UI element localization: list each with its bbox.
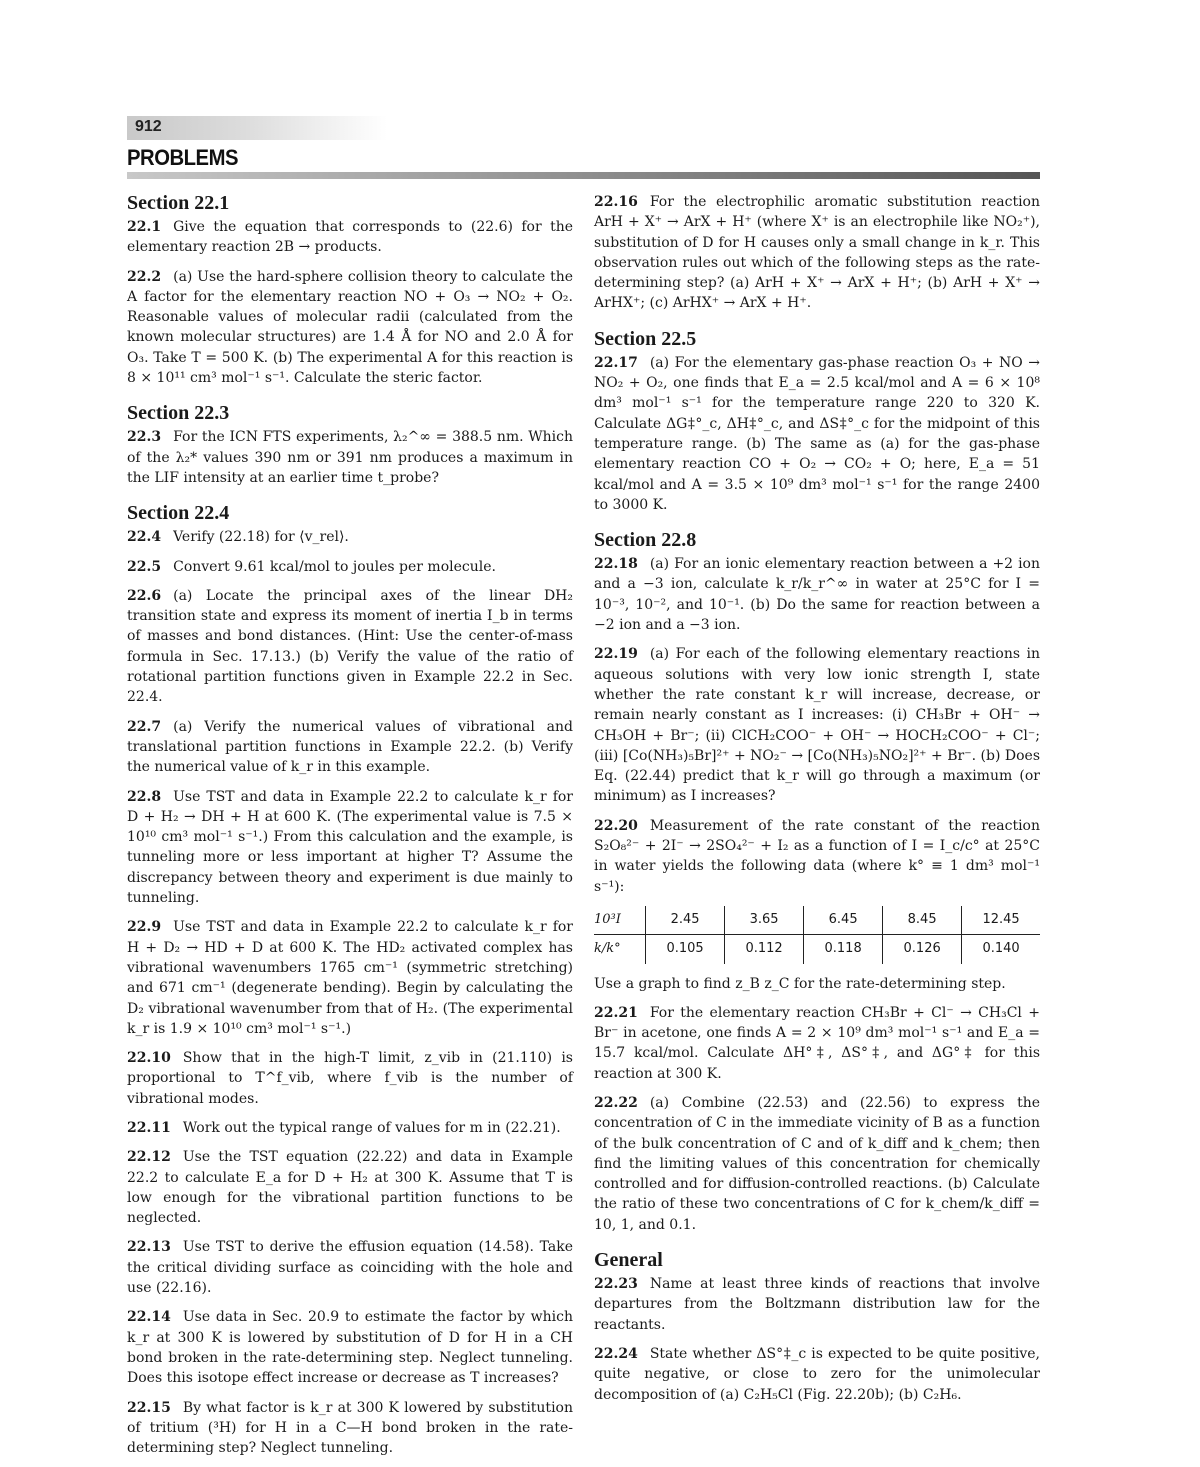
problem-item [594, 353, 1040, 515]
problem-item [127, 1307, 573, 1388]
problem-number: 22.21 [594, 1004, 638, 1021]
table-cell: 3.65 [725, 906, 804, 935]
problem-text: (a) Combine (22.53) and (22.56) to express the concentration of C in the immediate vicinity of B as a function of the bulk concentration of C and of k_diff and k_chem; then find the limiting values of this concentration for chemically controlled and for diffusion-controlled reactions. (b) Calculate the ratio of these two concentrations of C for k_chem/k_diff = 10, 1, and 0.1. [594, 1094, 1040, 1233]
problem-number: 22.6 [127, 587, 162, 604]
section-heading: Section 22.5 [594, 327, 697, 350]
problem-item [594, 1003, 1040, 1084]
problem-text: Convert 9.61 kcal/mol to joules per molecule. [173, 558, 496, 575]
problem-text: (a) Verify the numerical values of vibrational and translational partition functions in Example 22.2. (b) Verify the numerical value of k_r in this example. [127, 718, 573, 776]
problem-item [127, 217, 573, 258]
problem-text: For the electrophilic aromatic substitution reaction ArH + X⁺ → ArX + H⁺ (where X⁺ is an electrophile like NO₂⁺), substitution of D for H causes only a small change in k_r. This observation rules out which of the following steps as the rate-determining step? (a) ArH + X⁺ → ArX + H⁺; (b) ArH + X⁺ → ArHX⁺; (c) ArHX⁺ → ArX + H⁺. [594, 194, 1040, 312]
problem-item [127, 1398, 573, 1459]
chapter-title: PROBLEMS [127, 145, 239, 170]
problem-text: For the elementary reaction CH₃Br + Cl⁻ → CH₃Cl + Br⁻ in acetone, one finds A = 2 × 10⁹ dm³ mol⁻¹ s⁻¹ and E_a = 15.7 kcal/mol. Calculate ΔH°‡, ΔS°‡, and ΔG°‡ for this reaction at 300 K. [594, 1004, 1040, 1082]
problem-text: Use the TST equation (22.22) and data in Example 22.2 to calculate E_a for D + H₂ at 300 K. Assume that T is low enough for the vibrational partition functions to be neglected. [127, 1149, 573, 1227]
problem-item [127, 1147, 573, 1228]
problem-number: 22.5 [127, 558, 162, 575]
table-row-label: 10³I [594, 906, 646, 935]
section-heading: Section 22.4 [127, 502, 230, 525]
problem-item [594, 816, 1040, 897]
problem-item [127, 1237, 573, 1298]
problem-number: 22.3 [127, 429, 162, 446]
problem-item [127, 787, 573, 909]
table-row [594, 935, 1040, 964]
problem-number: 22.17 [594, 354, 638, 371]
problem-text: Use TST and data in Example 22.2 to calculate k_r for H + D₂ → HD + D at 600 K. The HD₂ activated complex has vibrational wavenumbers 1765 cm⁻¹ (symmetric stretching) and 671 cm⁻¹ (degenerate bending). Begin by calculating the D₂ vibrational wavenumber from that of H₂. (The experimental k_r is 1.9 × 10¹⁰ cm³ mol⁻¹ s⁻¹.) [127, 919, 573, 1037]
problem-text: State whether ΔS°‡_c is expected to be quite positive, quite negative, or close to zero for the unimolecular decomposition of (a) C₂H₅Cl (Fig. 22.20b); (b) C₂H₆. [594, 1345, 1040, 1403]
section-heading: General [594, 1249, 663, 1272]
right-column-upper [594, 192, 1040, 897]
problem-number: 22.23 [594, 1276, 638, 1293]
problem-item [127, 267, 573, 389]
problem-number: 22.15 [127, 1399, 171, 1416]
problem-item [127, 1048, 573, 1109]
problem-number: 22.18 [594, 556, 638, 573]
problem-text: Give the equation that corresponds to (22.6) for the elementary reaction 2B → products. [127, 219, 573, 256]
problem-item [127, 527, 573, 547]
problem-number: 22.11 [127, 1119, 171, 1136]
heading-rule [127, 172, 1040, 179]
table-cell: 8.45 [883, 906, 962, 935]
table-row-label: k/k° [594, 941, 621, 957]
problem-text: Use TST and data in Example 22.2 to calculate k_r for D + H₂ → DH + H at 600 K. (The experimental value is 7.5 × 10¹⁰ cm³ mol⁻¹ s⁻¹.) From this calculation and the example, is tunneling more or less important at higher T? Assume the discrepancy between theory and experiment is due mainly to tunneling. [127, 788, 573, 907]
problem-text: (a) Locate the principal axes of the linear DH₂ transition state and express its moment of inertia I_b in terms of masses and bond distances. (Hint: Use the center-of-mass formula in Sec. 17.13.) (b) Verify the value of the ratio of rotational partition functions given in Example 22.2 in Sec. 22.4. [127, 587, 573, 706]
table-row [594, 906, 1040, 935]
problem-number: 22.14 [127, 1309, 171, 1326]
problem-text: (a) For the elementary gas-phase reaction O₃ + NO → NO₂ + O₂, one finds that E_a = 2.5 kcal/mol and A = 6 × 10⁸ dm³ mol⁻¹ s⁻¹ for the temperature range 220 to 320 K. Calculate ΔG‡°_c, ΔH‡°_c, and ΔS‡°_c for the midpoint of this temperature range. (b) The same as (a) for the gas-phase elementary reaction CO + O₂ → CO₂ + O; here, E_a = 51 kcal/mol and A = 3.5 × 10⁹ dm³ mol⁻¹ s⁻¹ for the range 2400 to 3000 K. [594, 354, 1040, 513]
problem-text: Name at least three kinds of reactions that involve departures from the Boltzmann distribution law for the reactants. [594, 1276, 1040, 1333]
problem-number: 22.13 [127, 1239, 171, 1256]
problem-item [594, 1274, 1040, 1335]
problem-number: 22.24 [594, 1345, 638, 1362]
table-cell: 6.45 [804, 906, 883, 935]
table-cell: 0.118 [804, 935, 883, 964]
problem-item [127, 427, 573, 488]
problem-item [127, 586, 573, 708]
problem-text: (a) For an ionic elementary reaction between a +2 ion and a −3 ion, calculate k_r/k_r^∞ in water at 25°C for I = 10⁻³, 10⁻², and 10⁻¹. (b) Do the same for reaction between a −2 ion and a −3 ion. [594, 556, 1040, 634]
problem-text: Work out the typical range of values for m in (22.21). [182, 1119, 561, 1136]
problem-text: Use data in Sec. 20.9 to estimate the factor by which k_r at 300 K is lowered by substitution of D for H in a CH bond broken in the rate-determining step. Neglect tunneling. Does this isotope effect increase or decrease as T increases? [127, 1309, 573, 1387]
left-column [127, 192, 573, 1467]
section-heading: Section 22.8 [594, 529, 697, 552]
problem-text: (a) Use the hard-sphere collision theory to calculate the A factor for the elementary reaction NO + O₃ → NO₂ + O₂. Reasonable values of molecular radii (calculated from the known molecular structures) are 1.4 Å for NO and 2.0 Å for O₃. Take T = 500 K. (b) The experimental A for this reaction is 8 × 10¹¹ cm³ mol⁻¹ s⁻¹. Calculate the steric factor. [127, 268, 573, 387]
problem-number: 22.2 [127, 268, 162, 285]
problem-item [127, 557, 573, 577]
problem-number: 22.20 [594, 817, 638, 834]
problem-text: Show that in the high-T limit, z_vib in (21.110) is proportional to T^f_vib, where f_vib is the number of vibrational modes. [127, 1050, 573, 1107]
right-column [594, 192, 1040, 1414]
problem-text: Use TST to derive the effusion equation (14.58). Take the critical dividing surface as coinciding with the hole and use (22.16). [127, 1239, 573, 1297]
table-cell: 0.126 [883, 935, 962, 964]
problem-number: 22.16 [594, 194, 638, 210]
page-number: 912 [135, 118, 162, 135]
problem-number: 22.9 [127, 919, 162, 936]
table-cell: 2.45 [646, 906, 725, 935]
problem-text: Measurement of the rate constant of the reaction S₂O₈²⁻ + 2I⁻ → 2SO₄²⁻ + I₂ as a function of I = I_c/c° at 25°C in water yields the following data (where k° ≡ 1 dm³ mol⁻¹ s⁻¹): [594, 817, 1040, 895]
problem-item [594, 1093, 1040, 1235]
table-cell: 0.112 [725, 935, 804, 964]
rate-data-table [594, 906, 1040, 964]
right-column-lower [594, 974, 1040, 1405]
problem-item [594, 644, 1040, 806]
problem-number: 22.22 [594, 1094, 638, 1111]
table-cell: 0.105 [646, 935, 725, 964]
page-number-bar [127, 116, 387, 140]
section-heading: Section 22.1 [127, 192, 230, 214]
problem-text: For the ICN FTS experiments, λ₂^∞ = 388.5 nm. Which of the λ₂* values 390 nm or 391 nm produces a maximum in the LIF intensity at an earlier time t_probe? [127, 429, 573, 486]
problem-number: 22.19 [594, 646, 638, 663]
problem-item [594, 192, 1040, 314]
problem-number: 22.4 [127, 529, 162, 546]
problem-number: 22.1 [127, 219, 162, 235]
table-instruction: Use a graph to find z_B z_C for the rate-determining step. [594, 975, 1006, 992]
problem-item [594, 1344, 1040, 1405]
problem-item [594, 554, 1040, 635]
problem-item [127, 717, 573, 778]
problem-text: Verify (22.18) for ⟨v_rel⟩. [173, 529, 349, 546]
table-cell: 12.45 [962, 906, 1040, 935]
problem-number: 22.10 [127, 1050, 171, 1067]
problem-number: 22.7 [127, 718, 162, 735]
table-cell: 0.140 [962, 935, 1040, 964]
problem-item [127, 917, 573, 1039]
problem-text: (a) For each of the following elementary reactions in aqueous solutions with very low ionic strength I, state whether the rate constant k_r will increase, decrease, or remain nearly constant as I increases: (i) CH₃Br + OH⁻ → CH₃OH + Br⁻; (ii) ClCH₂COO⁻ + OH⁻ → HOCH₂COO⁻ + Cl⁻; (iii) [Co(NH₃)₅Br]²⁺ + NO₂⁻ → [Co(NH₃)₅NO₂]²⁺ + Br⁻. (b) Does Eq. (22.44) predict that k_r will go through a maximum (or minimum) as I increases? [594, 646, 1040, 805]
section-heading: Section 22.3 [127, 402, 230, 425]
problem-number: 22.8 [127, 788, 162, 805]
problem-number: 22.12 [127, 1149, 171, 1166]
problem-text: By what factor is k_r at 300 K lowered by substitution of tritium (³H) for H in a C—H bond broken in the rate-determining step? Neglect tunneling. [127, 1399, 573, 1457]
problem-item [127, 1118, 573, 1138]
